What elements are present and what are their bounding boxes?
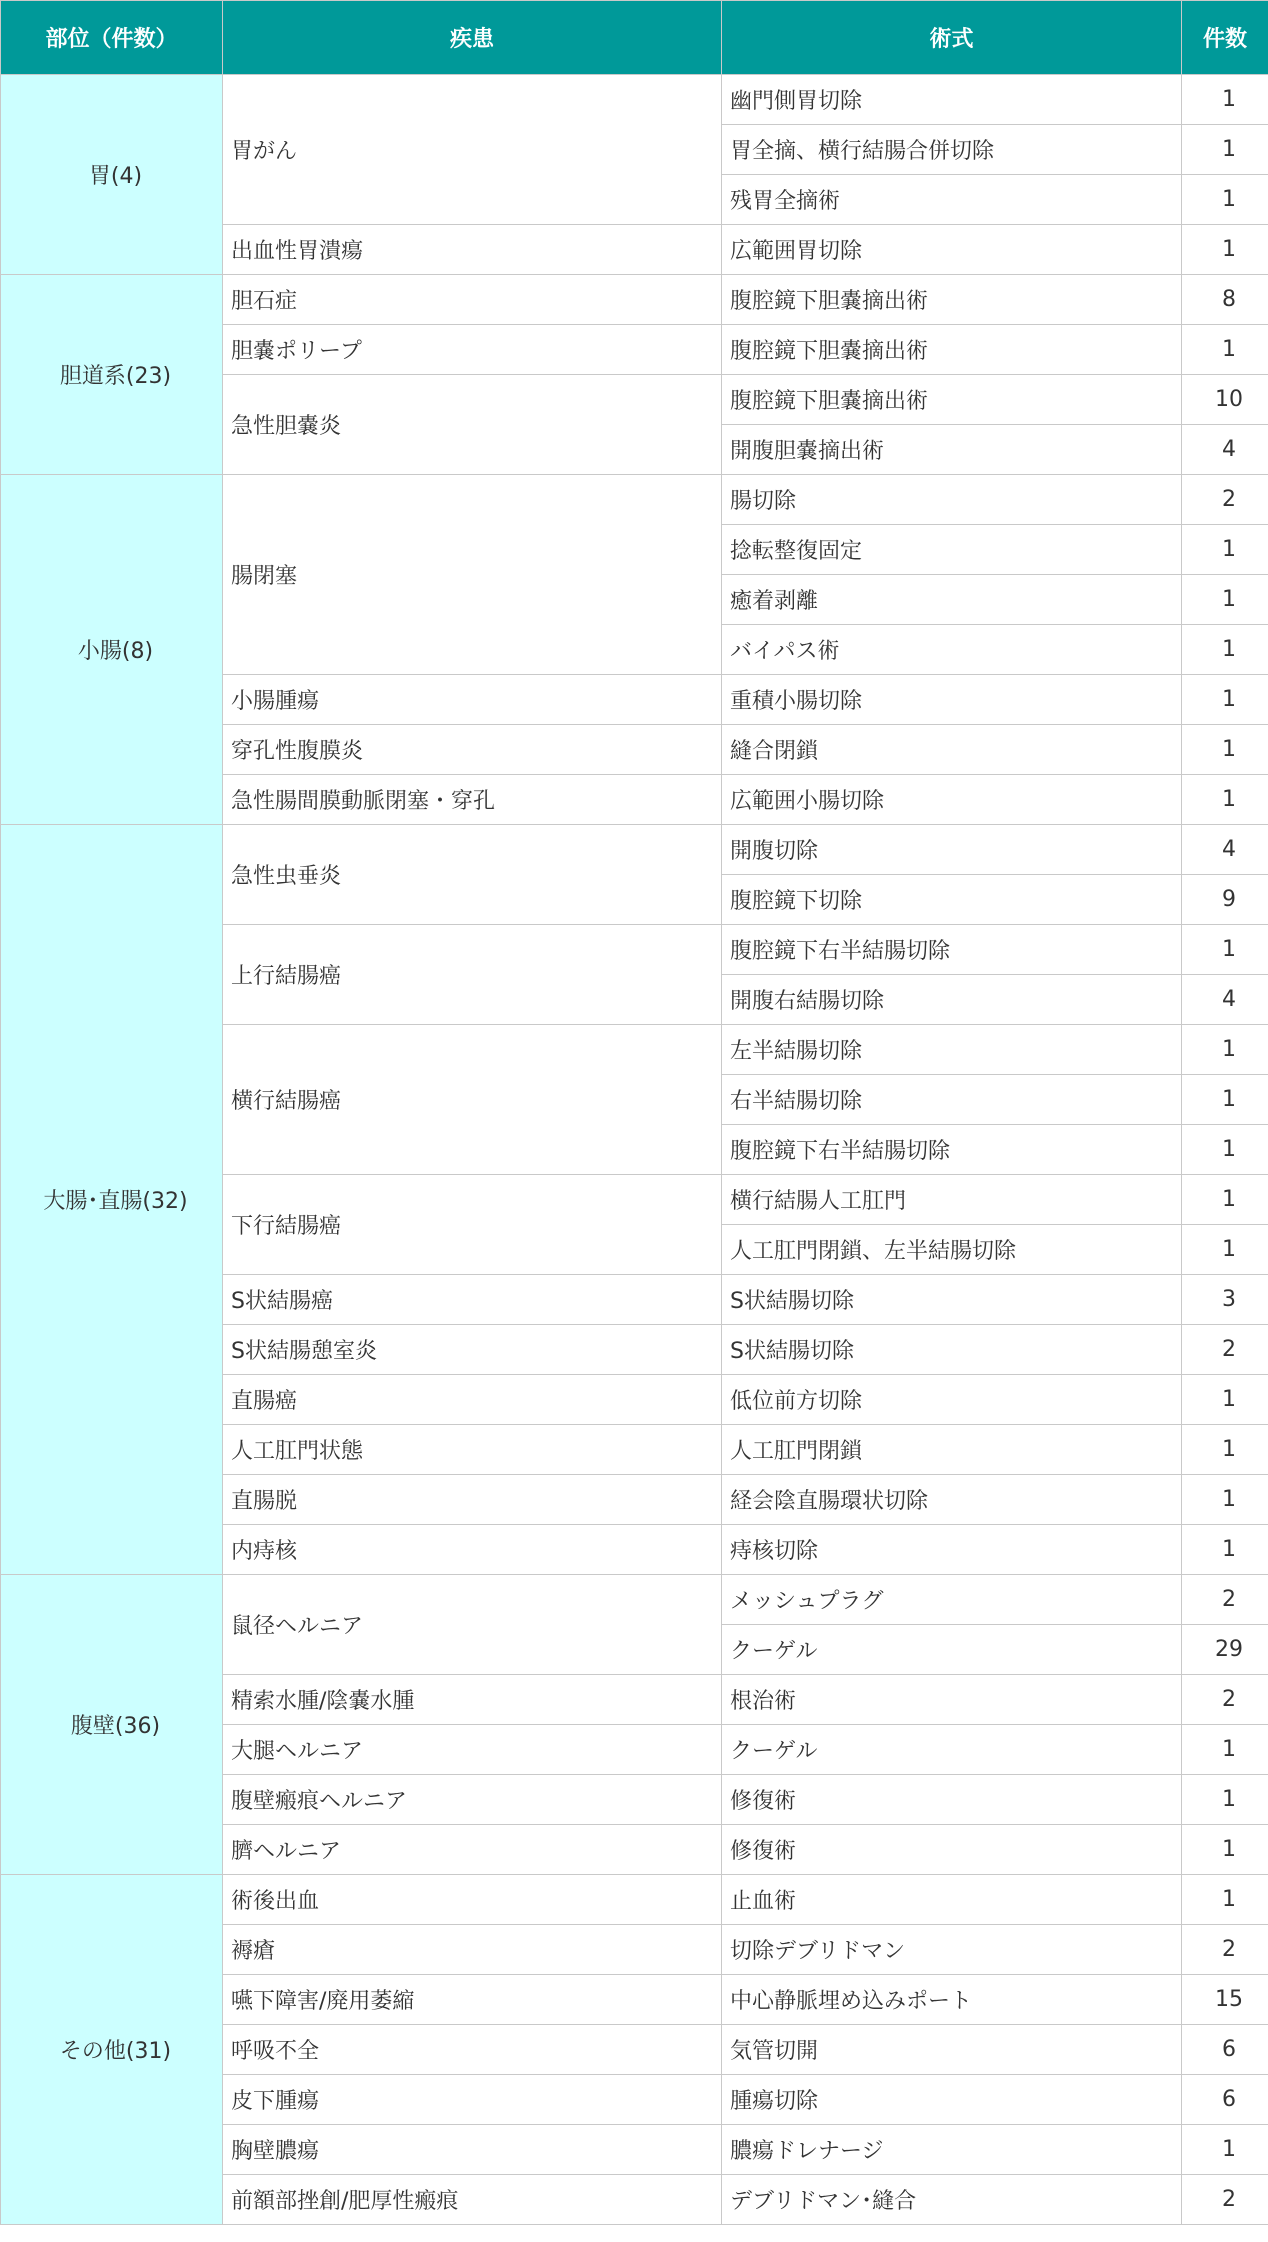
disease-cell: 褥瘡 [223,1925,722,1975]
count-cell: 1 [1182,2125,1268,2175]
site-cell: 胃(4) [1,75,223,275]
procedure-cell: 右半結腸切除 [722,1075,1182,1125]
procedure-cell: 低位前方切除 [722,1375,1182,1425]
count-cell: 1 [1182,1125,1268,1175]
disease-cell: 嚥下障害/廃用萎縮 [223,1975,722,2025]
count-cell: 1 [1182,1025,1268,1075]
site-cell: その他(31) [1,1875,223,2225]
procedure-cell: 残胃全摘術 [722,175,1182,225]
count-cell: 1 [1182,925,1268,975]
disease-cell: S状結腸憩室炎 [223,1325,722,1375]
count-cell: 3 [1182,1275,1268,1325]
procedure-cell: 痔核切除 [722,1525,1182,1575]
disease-cell: 胃がん [223,75,722,225]
header-row [1,1,1268,75]
procedure-cell: 腹腔鏡下右半結腸切除 [722,1125,1182,1175]
count-cell: 8 [1182,275,1268,325]
disease-cell: 急性腸間膜動脈閉塞・穿孔 [223,775,722,825]
procedure-cell: メッシュプラグ [722,1575,1182,1625]
site-cell: 胆道系(23) [1,275,223,475]
procedure-cell: クーゲル [722,1725,1182,1775]
procedure-cell: S状結腸切除 [722,1325,1182,1375]
procedure-cell: 広範囲小腸切除 [722,775,1182,825]
count-cell: 1 [1182,325,1268,375]
disease-cell: 穿孔性腹膜炎 [223,725,722,775]
count-cell: 1 [1182,1375,1268,1425]
count-cell: 4 [1182,975,1268,1025]
count-cell: 1 [1182,1075,1268,1125]
procedure-cell: 開腹右結腸切除 [722,975,1182,1025]
procedure-cell: 縫合閉鎖 [722,725,1182,775]
procedure-cell: 腸切除 [722,475,1182,525]
count-cell: 2 [1182,1575,1268,1625]
disease-cell: 直腸癌 [223,1375,722,1425]
disease-cell: 腹壁瘢痕ヘルニア [223,1775,722,1825]
disease-cell: 急性虫垂炎 [223,825,722,925]
count-cell: 1 [1182,725,1268,775]
count-cell: 1 [1182,775,1268,825]
procedure-cell: 重積小腸切除 [722,675,1182,725]
disease-cell: 小腸腫瘍 [223,675,722,725]
disease-cell: 精索水腫/陰嚢水腫 [223,1675,722,1725]
disease-cell: 前額部挫創/肥厚性瘢痕 [223,2175,722,2225]
procedure-cell: 腹腔鏡下右半結腸切除 [722,925,1182,975]
disease-cell: 臍ヘルニア [223,1825,722,1875]
site-cell: 大腸･直腸(32) [1,825,223,1575]
procedure-cell: 根治術 [722,1675,1182,1725]
disease-cell: 直腸脱 [223,1475,722,1525]
procedure-cell: 開腹胆嚢摘出術 [722,425,1182,475]
count-cell: 10 [1182,375,1268,425]
disease-cell: 胆石症 [223,275,722,325]
disease-cell: 出血性胃潰瘍 [223,225,722,275]
procedure-cell: S状結腸切除 [722,1275,1182,1325]
disease-cell: 大腿ヘルニア [223,1725,722,1775]
disease-cell: 鼠径ヘルニア [223,1575,722,1675]
procedure-cell: 止血術 [722,1875,1182,1925]
procedure-cell: 中心静脈埋め込みポート [722,1975,1182,2025]
procedure-cell: 修復術 [722,1825,1182,1875]
disease-cell: 急性胆嚢炎 [223,375,722,475]
count-cell: 1 [1182,575,1268,625]
count-cell: 1 [1182,175,1268,225]
count-cell: 1 [1182,1825,1268,1875]
site-cell: 小腸(8) [1,475,223,825]
procedure-cell: 癒着剥離 [722,575,1182,625]
header-count: 件数 [1182,1,1268,75]
procedure-cell: 腹腔鏡下胆嚢摘出術 [722,375,1182,425]
count-cell: 9 [1182,875,1268,925]
procedure-cell: 広範囲胃切除 [722,225,1182,275]
procedure-cell: 腹腔鏡下切除 [722,875,1182,925]
count-cell: 1 [1182,625,1268,675]
procedure-cell: 胃全摘、横行結腸合併切除 [722,125,1182,175]
header-procedure: 術式 [722,1,1182,75]
procedure-cell: 膿瘍ドレナージ [722,2125,1182,2175]
disease-cell: 皮下腫瘍 [223,2075,722,2125]
procedure-cell: 人工肛門閉鎖 [722,1425,1182,1475]
count-cell: 2 [1182,475,1268,525]
count-cell: 1 [1182,225,1268,275]
procedure-cell: クーゲル [722,1625,1182,1675]
disease-cell: 胆嚢ポリープ [223,325,722,375]
count-cell: 1 [1182,1775,1268,1825]
disease-cell: 呼吸不全 [223,2025,722,2075]
count-cell: 1 [1182,525,1268,575]
count-cell: 6 [1182,2025,1268,2075]
table-row [1,825,1268,875]
table-row [1,75,1268,125]
count-cell: 2 [1182,1925,1268,1975]
table-row [1,475,1268,525]
table-row [1,275,1268,325]
count-cell: 1 [1182,675,1268,725]
disease-cell: 胸壁膿瘍 [223,2125,722,2175]
procedure-cell: 修復術 [722,1775,1182,1825]
count-cell: 1 [1182,1175,1268,1225]
disease-cell: 内痔核 [223,1525,722,1575]
procedure-cell: 人工肛門閉鎖、左半結腸切除 [722,1225,1182,1275]
procedure-cell: バイパス術 [722,625,1182,675]
count-cell: 29 [1182,1625,1268,1675]
count-cell: 4 [1182,825,1268,875]
table-row [1,1575,1268,1625]
count-cell: 6 [1182,2075,1268,2125]
count-cell: 1 [1182,1225,1268,1275]
procedure-cell: 腹腔鏡下胆嚢摘出術 [722,275,1182,325]
procedure-cell: 捻転整復固定 [722,525,1182,575]
disease-cell: 腸閉塞 [223,475,722,675]
procedure-cell: デブリドマン･縫合 [722,2175,1182,2225]
disease-cell: 上行結腸癌 [223,925,722,1025]
disease-cell: S状結腸癌 [223,1275,722,1325]
count-cell: 15 [1182,1975,1268,2025]
count-cell: 1 [1182,1725,1268,1775]
header-site: 部位（件数） [1,1,223,75]
table-row [1,1875,1268,1925]
count-cell: 2 [1182,1325,1268,1375]
count-cell: 1 [1182,1875,1268,1925]
site-cell: 腹壁(36) [1,1575,223,1875]
count-cell: 1 [1182,1525,1268,1575]
procedure-cell: 左半結腸切除 [722,1025,1182,1075]
count-cell: 1 [1182,75,1268,125]
procedure-cell: 切除デブリドマン [722,1925,1182,1975]
procedure-cell: 腫瘍切除 [722,2075,1182,2125]
count-cell: 4 [1182,425,1268,475]
count-cell: 1 [1182,1475,1268,1525]
procedure-cell: 経会陰直腸環状切除 [722,1475,1182,1525]
disease-cell: 下行結腸癌 [223,1175,722,1275]
procedure-cell: 気管切開 [722,2025,1182,2075]
disease-cell: 術後出血 [223,1875,722,1925]
procedure-cell: 開腹切除 [722,825,1182,875]
procedure-cell: 幽門側胃切除 [722,75,1182,125]
header-disease: 疾患 [223,1,722,75]
procedure-cell: 横行結腸人工肛門 [722,1175,1182,1225]
count-cell: 2 [1182,1675,1268,1725]
table-body [1,75,1268,2225]
disease-cell: 横行結腸癌 [223,1025,722,1175]
disease-cell: 人工肛門状態 [223,1425,722,1475]
count-cell: 1 [1182,125,1268,175]
count-cell: 1 [1182,1425,1268,1475]
procedure-cell: 腹腔鏡下胆嚢摘出術 [722,325,1182,375]
count-cell: 2 [1182,2175,1268,2225]
